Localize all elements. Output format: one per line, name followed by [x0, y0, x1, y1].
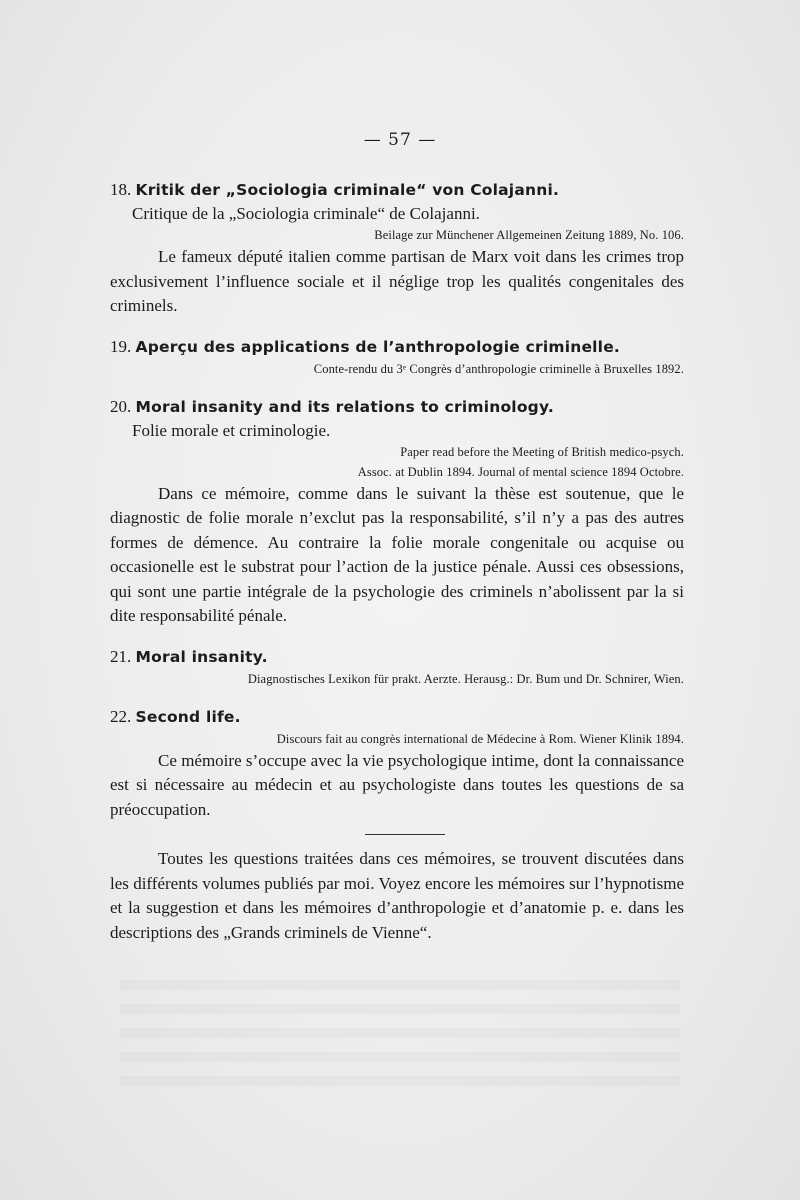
entry-paragraph: Le fameux député italien comme partisan de Marx voit dans les crimes trop exclusivement l’influence sociale et il néglige trop les qualités congenitales des criminels.: [110, 247, 684, 315]
entry-title: Kritik der „Sociologia criminale“ von Colajanni.: [135, 181, 560, 199]
source-line: Paper read before the Meeting of British medico-psych.: [400, 444, 684, 459]
page-number: — 57 —: [363, 130, 437, 150]
entry-paragraph: Dans ce mémoire, comme dans le suivant la thèse est soutenue, que le diagnostic de folie morale n’exclut pas la responsabilité, s’il n’y a pas des autres formes de démence. Au contraire la folie morale congenitale ou acquise ou occasionelle est le substrat pour l’action de la justice pénale. Aussi ces obsessions, qui sont une partie intégrale de la psychologie des criminels n’abolissent par la si dite responsabilité pénale.: [110, 483, 684, 625]
entry-heading: [110, 395, 684, 419]
entry-number: 21.: [110, 646, 132, 666]
closing-paragraph: Toutes les questions traitées dans ces mémoires, se trouvent discutées dans les différents volumes publiés par moi. Voyez encore les mémoires sur l’hypnotisme et la suggestion et dans les mémoires d’anthropologie et d’anatomie p. e. dans les descriptions des „Grands criminels de Vienne“.: [110, 849, 684, 942]
entry-19: [110, 335, 684, 379]
entry-heading: [110, 705, 684, 729]
entry-21: [110, 645, 684, 689]
source-line: Beilage zur Münchener Allgemeinen Zeitung 1889, No. 106.: [374, 228, 684, 242]
entry-number: 19.: [110, 336, 132, 356]
section-divider: [365, 834, 445, 835]
entry-title: Aperçu des applications de l’anthropologie criminelle.: [135, 337, 620, 356]
source-line: Assoc. at Dublin 1894. Journal of mental science 1894 Octobre.: [357, 464, 684, 479]
entry-title: Moral insanity and its relations to criminology.: [135, 397, 554, 416]
entry-title: Second life.: [135, 707, 241, 726]
entry-heading: [110, 335, 684, 359]
entry-source: [110, 359, 684, 379]
entry-subtitle: Critique de la „Sociologia criminale“ de Colajanni.: [132, 204, 480, 223]
entry-source: [110, 225, 684, 245]
entry-number: 18.: [110, 180, 132, 199]
entry-number: 22.: [110, 706, 132, 726]
bleed-through-decoration: [120, 980, 680, 1090]
entry-18: [110, 178, 684, 319]
entry-source: [110, 729, 684, 749]
entry-22: [110, 705, 684, 823]
entry-20: [110, 395, 684, 629]
document-body: [110, 178, 684, 945]
entry-number: 20.: [110, 396, 132, 416]
entry-heading: [110, 178, 684, 202]
entry-heading: [110, 645, 684, 669]
entry-source: [110, 669, 684, 689]
source-line: Discours fait au congrès international de Médecine à Rom. Wiener Klinik 1894.: [276, 731, 684, 746]
entry-subtitle: Folie morale et criminologie.: [132, 420, 331, 440]
entry-paragraph: Ce mémoire s’occupe avec la vie psychologique intime, dont la connaissance est si nécessaire au médecin et au psychologiste dans toutes les questions de sa préoccupation.: [110, 750, 684, 819]
source-line: Conte-rendu du 3ᵉ Congrès d’anthropologie criminelle à Bruxelles 1892.: [313, 361, 684, 376]
entry-title: Moral insanity.: [135, 647, 268, 666]
entry-source: [110, 442, 684, 482]
source-line: Diagnostisches Lexikon für prakt. Aerzte. Herausg.: Dr. Bum und Dr. Schnirer, Wien.: [247, 671, 684, 686]
